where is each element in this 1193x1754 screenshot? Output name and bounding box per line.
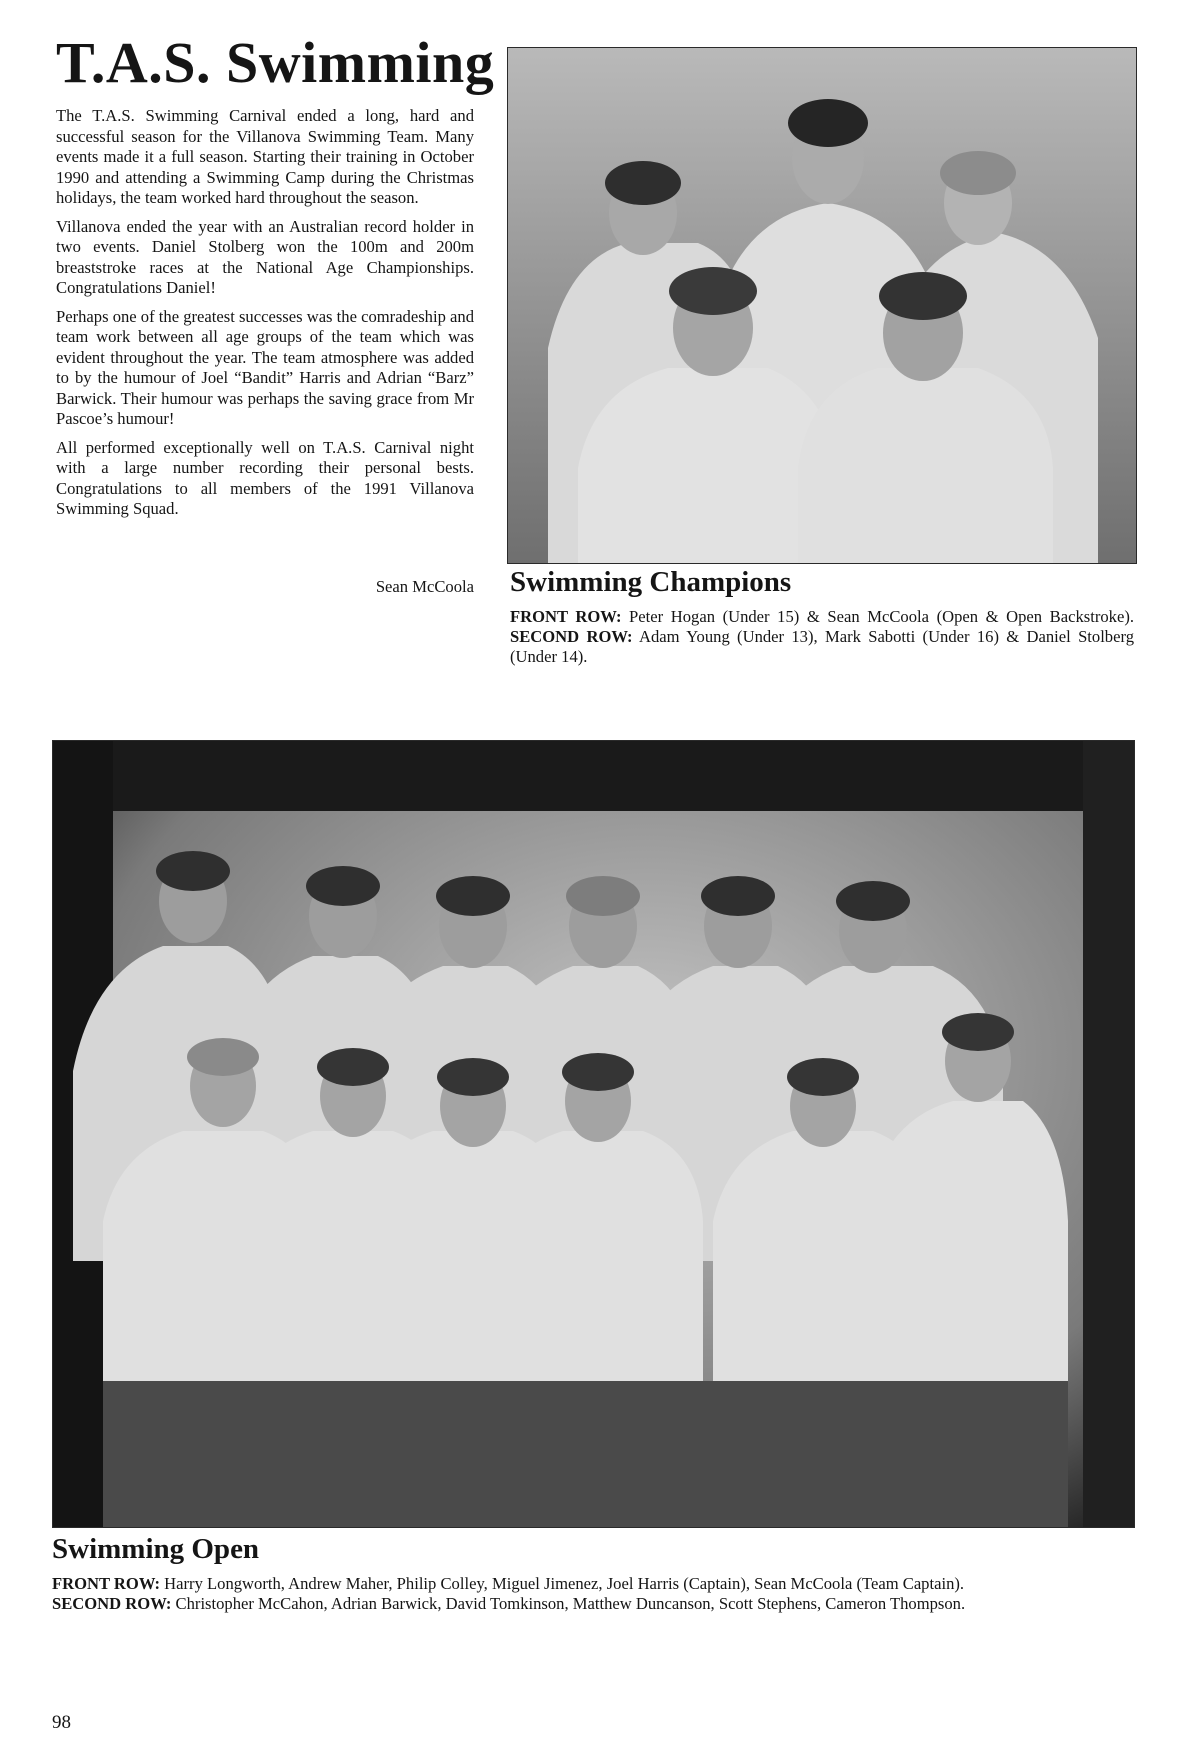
champions-caption-title: Swimming Champions — [510, 566, 792, 598]
second-row-names: Adam Young (Under 13), Mark Sabotti (Under 16) & Daniel Stolberg (Under 14). — [510, 627, 1134, 666]
article-paragraph: Perhaps one of the greatest successes was the comradeship and team work between all age groups of the team which was evident throughout the year. The team atmosphere was added to by the humour of Joel “Bandit” Harris and Adrian “Barz” Barwick. Their humour was perhaps the saving grace from Mr Pascoe’s humour! — [56, 306, 474, 428]
page-title: T.A.S. Swimming — [56, 30, 495, 95]
article-paragraph: All performed exceptionally well on T.A.S. Carnival night with a large number recording their personal bests. Congratulations to all members of the 1991 Villanova Swimming Squad. — [56, 437, 474, 518]
champions-photo-image — [508, 48, 1136, 563]
open-caption — [52, 1574, 1137, 1614]
champions-caption — [510, 607, 1134, 667]
front-row-label: FRONT ROW: — [510, 607, 622, 626]
champions-team-photo — [507, 47, 1137, 564]
page-number: 98 — [52, 1712, 71, 1733]
article-byline: Sean McCoola — [375, 577, 474, 596]
open-caption-title: Swimming Open — [52, 1533, 260, 1565]
article-body — [56, 106, 474, 528]
front-row-names: Harry Longworth, Andrew Maher, Philip Colley, Miguel Jimenez, Joel Harris (Captain), Sean McCoola (Team Captain). — [160, 1574, 965, 1593]
front-row-names: Peter Hogan (Under 15) & Sean McCoola (Open & Open Backstroke). — [621, 607, 1134, 626]
article-paragraph: The T.A.S. Swimming Carnival ended a long, hard and successful season for the Villanova Swimming Team. Many events made it a full season. Starting their training in October 1990 and attending a Swimming Camp during the Christmas holidays, the team worked hard throughout the season. — [56, 106, 474, 207]
open-team-photo — [52, 740, 1135, 1528]
front-row-label: FRONT ROW: — [52, 1574, 161, 1593]
open-photo-image — [53, 741, 1134, 1527]
second-row-label: SECOND ROW: — [510, 627, 633, 646]
second-row-label: SECOND ROW: — [52, 1594, 172, 1613]
article-paragraph: Villanova ended the year with an Australian record holder in two events. Daniel Stolberg won the 100m and 200m breaststroke races at the National Age Championships. Congratulations Daniel! — [56, 216, 474, 297]
second-row-names: Christopher McCahon, Adrian Barwick, David Tomkinson, Matthew Duncanson, Scott Stephens, Cameron Thompson. — [171, 1594, 966, 1613]
